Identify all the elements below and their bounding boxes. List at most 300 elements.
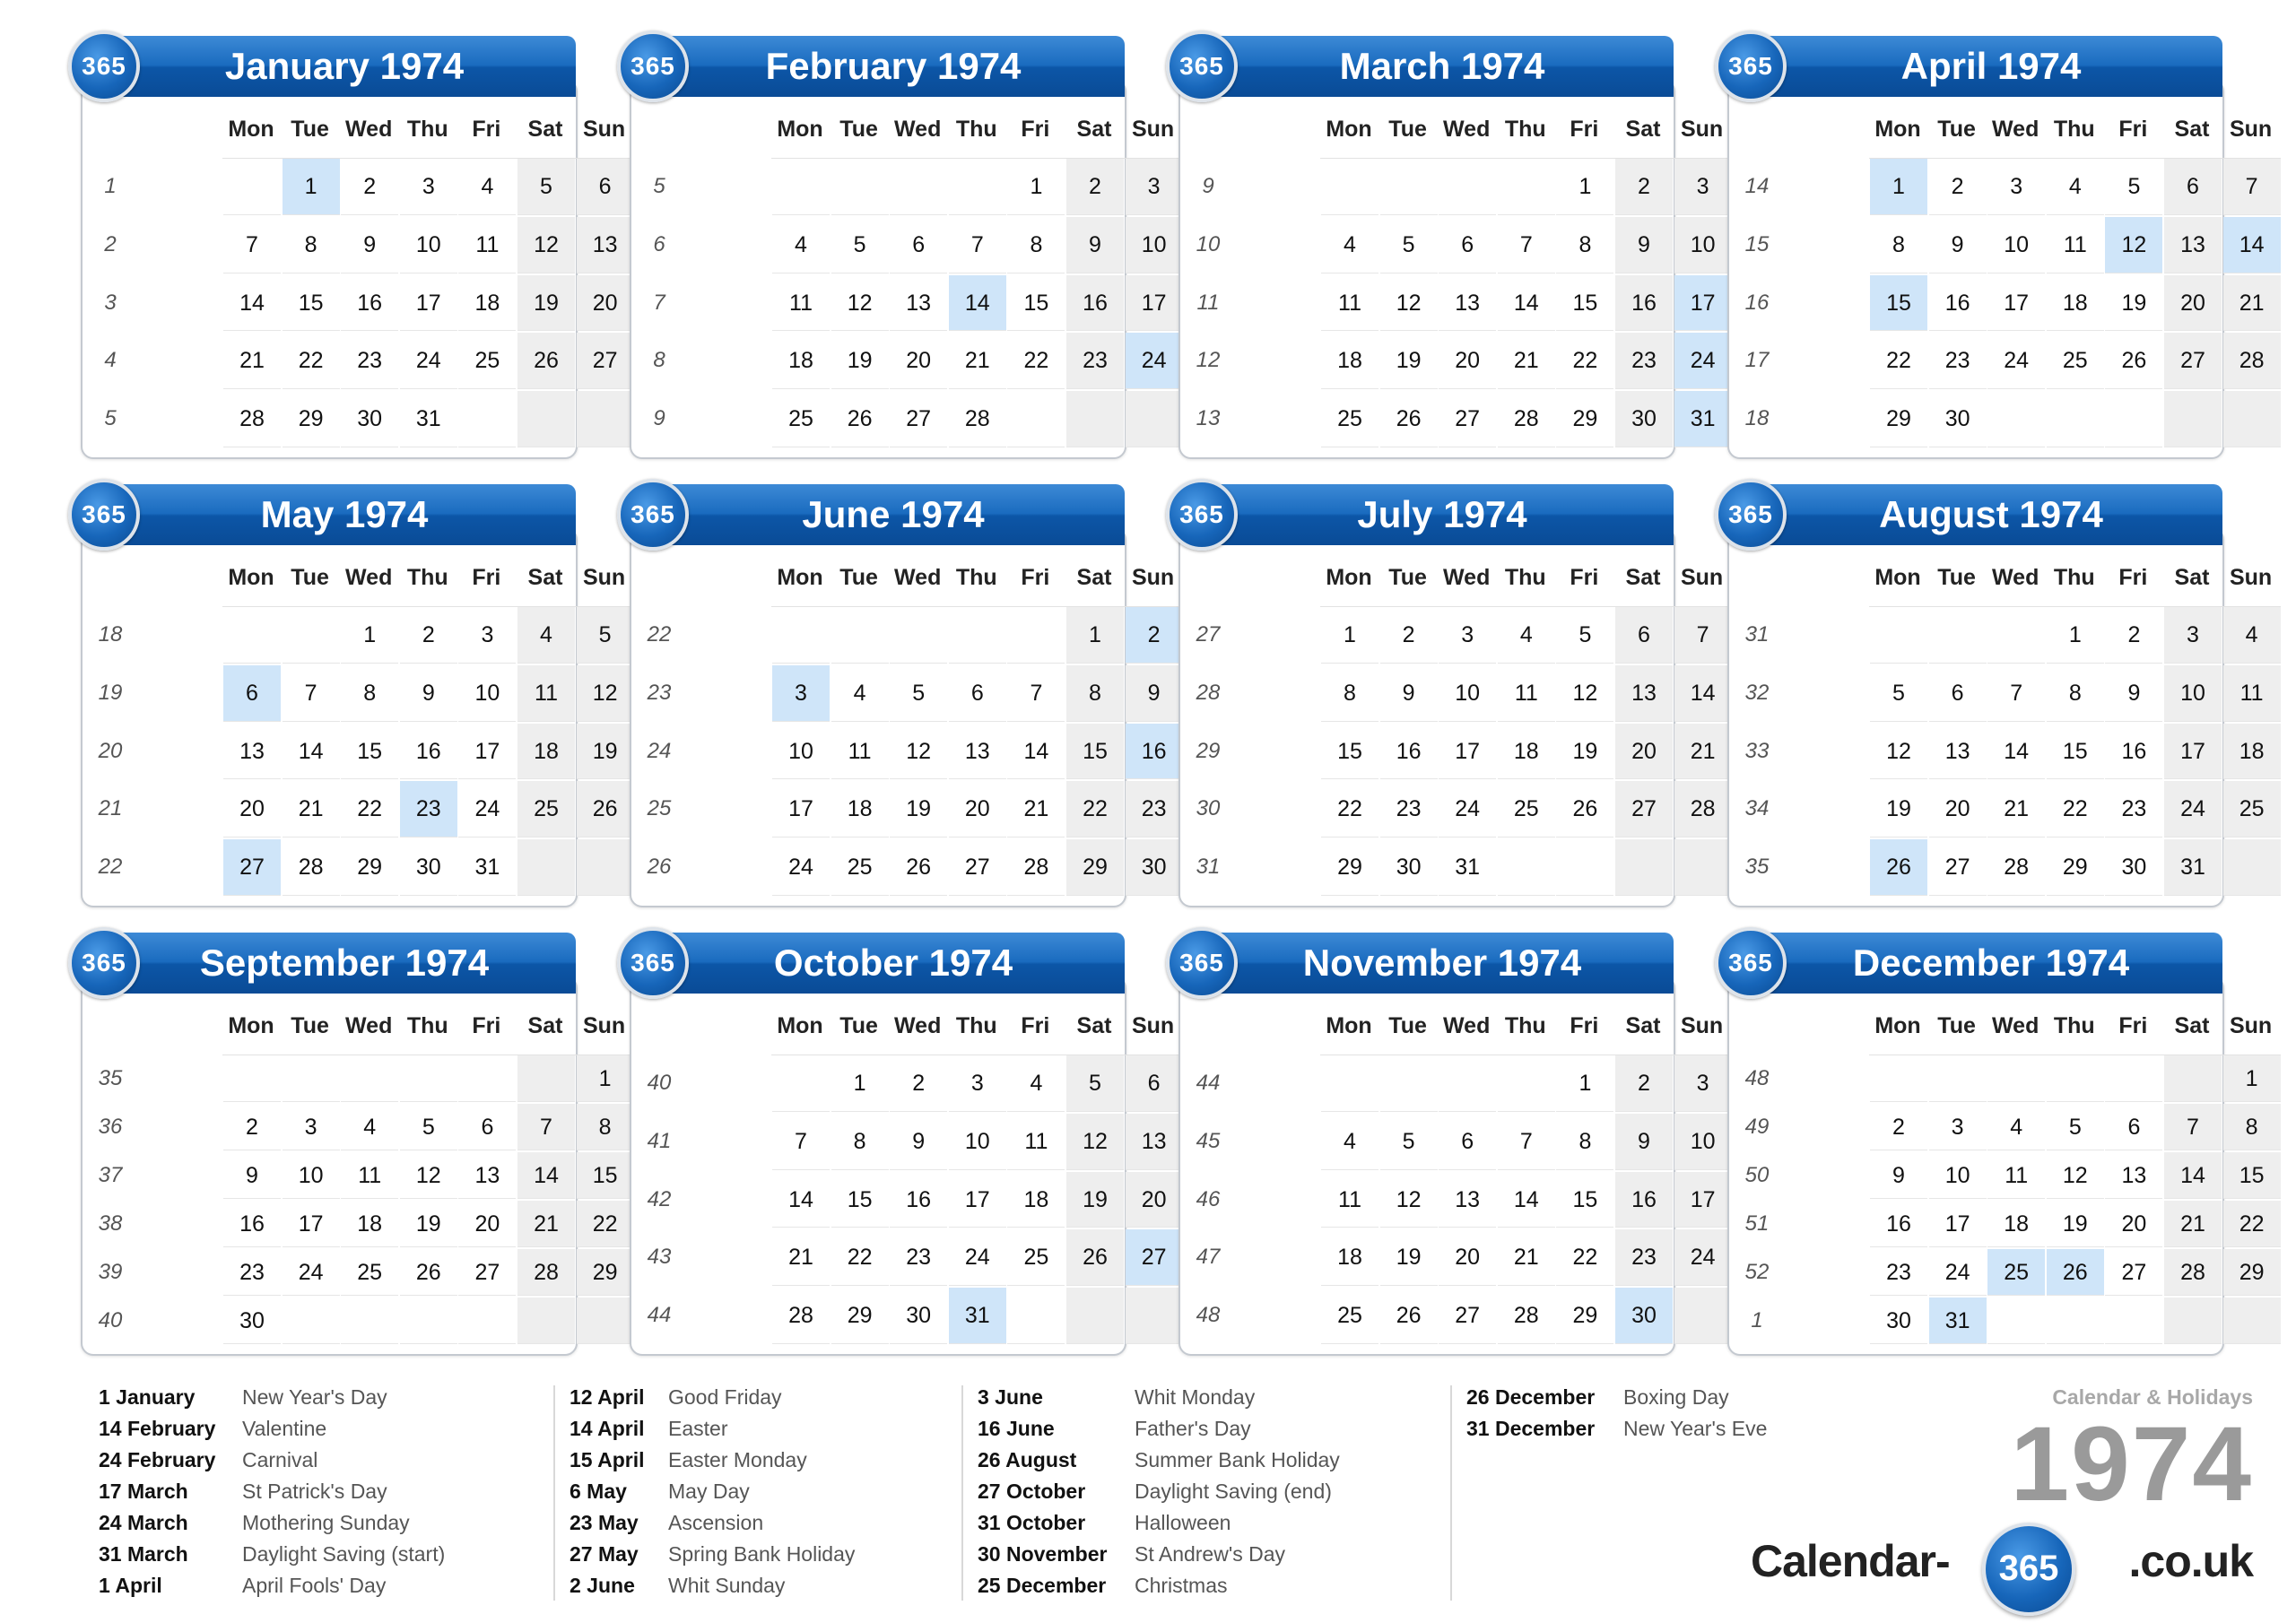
week-number: 6 xyxy=(653,231,665,256)
month-title: October 1974 xyxy=(653,933,1125,994)
week-number: 46 xyxy=(1196,1186,1221,1211)
day-cell: 27 xyxy=(223,839,281,896)
day-cell: 13 xyxy=(2105,1152,2162,1199)
day-cell: 5 xyxy=(577,607,634,664)
day-cell: 3 xyxy=(400,159,457,215)
day-cell: 1 xyxy=(831,1055,889,1112)
day-cell: 27 xyxy=(949,839,1006,896)
day-cell: 3 xyxy=(283,1104,340,1150)
empty-day-cell xyxy=(1498,159,1555,215)
day-cell: 11 xyxy=(1321,275,1378,332)
week-number: 48 xyxy=(1196,1303,1221,1328)
day-cell: 20 xyxy=(223,781,281,838)
weekday-header: Sat xyxy=(2174,117,2210,142)
day-cell: 16 xyxy=(1066,275,1124,332)
empty-day-cell xyxy=(772,607,830,664)
day-cell: 16 xyxy=(1929,275,1987,332)
empty-day-cell xyxy=(1870,1055,1927,1102)
weekday-header: Fri xyxy=(1021,1013,1050,1038)
empty-day-cell xyxy=(341,1055,398,1102)
week-number: 5 xyxy=(104,406,117,431)
day-cell: 20 xyxy=(1439,1229,1496,1286)
day-cell: 28 xyxy=(2164,1249,2222,1296)
weekday-header: Sat xyxy=(1625,117,1661,142)
day-cell: 28 xyxy=(283,839,340,896)
holiday-name: April Fools' Day xyxy=(242,1574,387,1597)
day-cell: 12 xyxy=(890,724,947,780)
day-cell: 22 xyxy=(283,333,340,389)
day-cell: 9 xyxy=(1380,665,1438,722)
day-cell: 25 xyxy=(2223,781,2281,838)
day-cell: 18 xyxy=(1007,1172,1065,1228)
day-cell: 2 xyxy=(1870,1104,1927,1150)
day-cell: 28 xyxy=(1987,839,2045,896)
weekday-header: Thu xyxy=(1504,117,1546,142)
day-cell: 27 xyxy=(2105,1249,2162,1296)
day-cell: 15 xyxy=(1870,275,1927,332)
empty-day-cell xyxy=(2164,391,2222,447)
day-cell: 9 xyxy=(1066,217,1124,273)
month-card xyxy=(68,933,626,1357)
empty-day-cell xyxy=(2105,1055,2162,1102)
day-cell: 19 xyxy=(517,275,575,332)
day-cell: 21 xyxy=(772,1229,830,1286)
day-cell: 2 xyxy=(341,159,398,215)
day-cell: 12 xyxy=(400,1152,457,1199)
day-cell: 11 xyxy=(1321,1172,1378,1228)
day-cell: 13 xyxy=(577,217,634,273)
day-cell: 5 xyxy=(1380,1114,1438,1170)
day-cell: 21 xyxy=(1987,781,2045,838)
week-number: 41 xyxy=(647,1128,672,1153)
empty-day-cell xyxy=(1007,607,1065,664)
day-cell: 8 xyxy=(283,217,340,273)
holiday-name: St Andrew's Day xyxy=(1135,1542,1286,1566)
week-number: 30 xyxy=(1196,796,1221,821)
empty-day-cell xyxy=(223,607,281,664)
day-cell: 23 xyxy=(1870,1249,1927,1296)
day-cell: 5 xyxy=(2047,1104,2104,1150)
day-cell: 16 xyxy=(341,275,398,332)
month-title: June 1974 xyxy=(653,484,1125,545)
week-number: 4 xyxy=(104,348,117,373)
weekday-header: Wed xyxy=(894,1013,942,1038)
day-cell: 28 xyxy=(1674,781,1732,838)
day-cell: 11 xyxy=(2223,665,2281,722)
day-cell: 2 xyxy=(1615,1055,1673,1112)
month-title: February 1974 xyxy=(653,36,1125,97)
day-cell: 15 xyxy=(2047,724,2104,780)
brand-subtitle: Calendar & Holidays xyxy=(2052,1385,2253,1409)
holiday-row xyxy=(99,1574,520,1605)
day-cell: 11 xyxy=(2047,217,2104,273)
week-number: 7 xyxy=(653,290,665,315)
weekday-header: Thu xyxy=(1504,565,1546,590)
day-cell: 22 xyxy=(2047,781,2104,838)
day-cell: 24 xyxy=(458,781,516,838)
day-cell: 17 xyxy=(458,724,516,780)
holiday-name: Valentine xyxy=(242,1417,327,1440)
day-cell: 31 xyxy=(400,391,457,447)
week-number: 1 xyxy=(104,174,117,198)
day-cell: 14 xyxy=(2164,1152,2222,1199)
day-cell: 25 xyxy=(831,839,889,896)
day-cell: 26 xyxy=(831,391,889,447)
holiday-name: Summer Bank Holiday xyxy=(1135,1448,1340,1471)
month-card xyxy=(68,484,626,908)
day-cell: 6 xyxy=(577,159,634,215)
weekday-header: Fri xyxy=(1021,565,1050,590)
day-cell: 15 xyxy=(1321,724,1378,780)
weekday-header: Sat xyxy=(527,117,563,142)
day-cell: 6 xyxy=(2164,159,2222,215)
weekday-header: Mon xyxy=(228,1013,274,1038)
holiday-row xyxy=(978,1417,1399,1448)
weekday-header: Sun xyxy=(582,117,626,142)
week-number: 25 xyxy=(647,796,672,821)
day-cell: 21 xyxy=(1007,781,1065,838)
day-cell: 19 xyxy=(577,724,634,780)
day-cell: 23 xyxy=(1929,333,1987,389)
weekday-header: Wed xyxy=(345,117,393,142)
day-cell: 20 xyxy=(1929,781,1987,838)
weekday-header: Mon xyxy=(777,565,823,590)
day-cell: 27 xyxy=(458,1249,516,1296)
day-cell: 21 xyxy=(949,333,1006,389)
day-cell: 10 xyxy=(949,1114,1006,1170)
month-title: August 1974 xyxy=(1751,484,2222,545)
holiday-name: Easter xyxy=(668,1417,728,1440)
day-cell: 24 xyxy=(1674,1229,1732,1286)
badge-365-icon: 365 xyxy=(1715,927,1787,999)
empty-day-cell xyxy=(400,1055,457,1102)
day-cell: 8 xyxy=(2223,1104,2281,1150)
holiday-date: 26 August xyxy=(978,1448,1077,1471)
day-cell: 30 xyxy=(1380,839,1438,896)
day-cell: 26 xyxy=(1556,781,1613,838)
weekday-header: Wed xyxy=(894,117,942,142)
day-cell: 1 xyxy=(1007,159,1065,215)
holiday-column xyxy=(570,1385,991,1605)
day-cell: 21 xyxy=(1498,1229,1555,1286)
day-cell: 5 xyxy=(1870,665,1927,722)
day-cell: 19 xyxy=(831,333,889,389)
day-cell: 4 xyxy=(341,1104,398,1150)
column-divider xyxy=(961,1385,963,1601)
empty-day-cell xyxy=(223,1055,281,1102)
day-cell: 10 xyxy=(283,1152,340,1199)
week-number: 11 xyxy=(1196,290,1220,315)
day-cell: 19 xyxy=(1066,1172,1124,1228)
week-number: 2 xyxy=(104,231,117,256)
day-cell: 18 xyxy=(341,1201,398,1247)
day-cell: 9 xyxy=(1929,217,1987,273)
day-cell: 5 xyxy=(890,665,947,722)
day-cell: 18 xyxy=(1321,1229,1378,1286)
day-cell: 25 xyxy=(1321,1288,1378,1344)
day-cell: 3 xyxy=(2164,607,2222,664)
month-card xyxy=(1166,484,1724,908)
badge-365-icon: 365 xyxy=(617,479,689,551)
holiday-date: 27 October xyxy=(978,1480,1086,1503)
empty-day-cell xyxy=(1498,1055,1555,1112)
day-cell: 11 xyxy=(517,665,575,722)
week-number: 38 xyxy=(98,1211,123,1236)
week-number: 8 xyxy=(653,348,665,373)
weekday-header: Thu xyxy=(406,1013,448,1038)
logo-text-left: Calendar- xyxy=(1751,1536,1950,1586)
brand-year: 1974 xyxy=(2010,1405,2253,1523)
day-cell: 30 xyxy=(1615,1288,1673,1344)
weekday-header: Mon xyxy=(777,1013,823,1038)
day-cell: 8 xyxy=(1321,665,1378,722)
day-cell: 25 xyxy=(1321,391,1378,447)
day-cell: 4 xyxy=(1007,1055,1065,1112)
weekday-header: Tue xyxy=(1937,1013,1976,1038)
holiday-date: 14 April xyxy=(570,1417,645,1440)
weekday-header: Fri xyxy=(472,117,501,142)
day-cell: 19 xyxy=(400,1201,457,1247)
month-card xyxy=(1166,36,1724,460)
day-cell: 26 xyxy=(400,1249,457,1296)
day-cell: 7 xyxy=(283,665,340,722)
day-cell: 1 xyxy=(2223,1055,2281,1102)
day-cell: 14 xyxy=(517,1152,575,1199)
day-cell: 30 xyxy=(2105,839,2162,896)
week-number: 31 xyxy=(1196,855,1221,880)
holiday-row xyxy=(570,1542,991,1574)
empty-day-cell xyxy=(1929,1055,1987,1102)
day-cell: 21 xyxy=(2223,275,2281,332)
badge-365-icon: 365 xyxy=(617,927,689,999)
holiday-date: 31 March xyxy=(99,1542,188,1566)
day-cell: 29 xyxy=(1556,391,1613,447)
day-cell: 4 xyxy=(1321,217,1378,273)
day-cell: 6 xyxy=(1126,1055,1183,1112)
week-number: 47 xyxy=(1196,1245,1221,1270)
day-cell: 7 xyxy=(1674,607,1732,664)
day-cell: 5 xyxy=(1066,1055,1124,1112)
weekday-header: Fri xyxy=(472,1013,501,1038)
week-number: 28 xyxy=(1196,680,1221,705)
week-number: 44 xyxy=(647,1303,672,1328)
day-cell: 6 xyxy=(1439,217,1496,273)
holiday-name: Christmas xyxy=(1135,1574,1228,1597)
empty-day-cell xyxy=(890,607,947,664)
day-cell: 16 xyxy=(223,1201,281,1247)
empty-day-cell xyxy=(1615,839,1673,896)
month-card xyxy=(1166,933,1724,1357)
holiday-name: Daylight Saving (start) xyxy=(242,1542,446,1566)
day-cell: 7 xyxy=(949,217,1006,273)
day-cell: 1 xyxy=(1066,607,1124,664)
month-card xyxy=(1715,484,2273,908)
week-number: 9 xyxy=(1202,174,1214,198)
weekday-header: Wed xyxy=(1992,1013,2039,1038)
badge-365-icon: 365 xyxy=(1166,479,1238,551)
weekday-header: Sat xyxy=(1625,565,1661,590)
day-cell: 27 xyxy=(1439,391,1496,447)
day-cell: 31 xyxy=(458,839,516,896)
holiday-column xyxy=(99,1385,520,1605)
empty-day-cell xyxy=(283,1298,340,1344)
holiday-date: 15 April xyxy=(570,1448,645,1471)
day-cell: 9 xyxy=(1870,1152,1927,1199)
day-cell: 13 xyxy=(1126,1114,1183,1170)
weekday-header: Wed xyxy=(345,565,393,590)
badge-365-icon: 365 xyxy=(1166,30,1238,102)
day-cell: 21 xyxy=(1674,724,1732,780)
week-number: 52 xyxy=(1744,1260,1770,1284)
day-cell: 14 xyxy=(949,275,1006,332)
day-cell: 11 xyxy=(458,217,516,273)
holiday-date: 1 April xyxy=(99,1574,162,1597)
day-cell: 11 xyxy=(772,275,830,332)
day-cell: 14 xyxy=(1498,1172,1555,1228)
day-cell: 7 xyxy=(517,1104,575,1150)
week-number: 36 xyxy=(98,1115,123,1139)
weekday-header: Sun xyxy=(2229,1013,2273,1038)
day-cell: 18 xyxy=(2223,724,2281,780)
day-cell: 16 xyxy=(2105,724,2162,780)
weekday-header: Fri xyxy=(1570,117,1599,142)
day-cell: 10 xyxy=(2164,665,2222,722)
day-cell: 17 xyxy=(949,1172,1006,1228)
day-cell: 5 xyxy=(1556,607,1613,664)
day-cell: 23 xyxy=(223,1249,281,1296)
day-cell: 7 xyxy=(2164,1104,2222,1150)
holiday-date: 14 February xyxy=(99,1417,216,1440)
site-logo[interactable] xyxy=(1751,1524,2253,1596)
holiday-date: 16 June xyxy=(978,1417,1055,1440)
weekday-header: Sun xyxy=(582,565,626,590)
day-cell: 28 xyxy=(949,391,1006,447)
day-cell: 8 xyxy=(1870,217,1927,273)
day-cell: 5 xyxy=(831,217,889,273)
column-divider xyxy=(1450,1385,1452,1601)
empty-day-cell xyxy=(772,159,830,215)
weekday-header: Fri xyxy=(1570,1013,1599,1038)
holiday-row xyxy=(99,1417,520,1448)
day-cell: 21 xyxy=(223,333,281,389)
month-title: November 1974 xyxy=(1202,933,1674,994)
day-cell: 12 xyxy=(1380,1172,1438,1228)
holiday-row xyxy=(978,1448,1399,1480)
day-cell: 24 xyxy=(283,1249,340,1296)
empty-day-cell xyxy=(1929,607,1987,664)
day-cell: 18 xyxy=(1987,1201,2045,1247)
week-number: 42 xyxy=(647,1186,672,1211)
day-cell: 29 xyxy=(1870,391,1927,447)
day-cell: 13 xyxy=(2164,217,2222,273)
weekday-header: Thu xyxy=(955,117,997,142)
empty-day-cell xyxy=(341,1298,398,1344)
weekday-header: Wed xyxy=(1443,117,1491,142)
empty-day-cell xyxy=(1439,159,1496,215)
day-cell: 13 xyxy=(949,724,1006,780)
day-cell: 29 xyxy=(1066,839,1124,896)
day-cell: 20 xyxy=(1615,724,1673,780)
weekday-header: Tue xyxy=(1388,565,1427,590)
day-cell: 8 xyxy=(2047,665,2104,722)
holiday-name: Father's Day xyxy=(1135,1417,1251,1440)
month-title: July 1974 xyxy=(1202,484,1674,545)
empty-day-cell xyxy=(2047,1055,2104,1102)
holiday-date: 6 May xyxy=(570,1480,627,1503)
badge-365-icon: 365 xyxy=(68,30,140,102)
holiday-name: Whit Monday xyxy=(1135,1385,1256,1409)
day-cell: 23 xyxy=(400,781,457,838)
day-cell: 10 xyxy=(458,665,516,722)
month-card xyxy=(617,36,1175,460)
day-cell: 21 xyxy=(2164,1201,2222,1247)
day-cell: 9 xyxy=(2105,665,2162,722)
empty-day-cell xyxy=(1987,607,2045,664)
weekday-header: Sun xyxy=(1680,1013,1724,1038)
badge-365-icon: 365 xyxy=(1166,927,1238,999)
day-cell: 28 xyxy=(1007,839,1065,896)
empty-day-cell xyxy=(890,159,947,215)
day-cell: 25 xyxy=(458,333,516,389)
empty-day-cell xyxy=(1321,1055,1378,1112)
day-cell: 28 xyxy=(223,391,281,447)
day-cell: 1 xyxy=(1556,159,1613,215)
empty-day-cell xyxy=(1987,1298,2045,1344)
day-cell: 3 xyxy=(458,607,516,664)
day-cell: 29 xyxy=(1556,1288,1613,1344)
holiday-date: 25 December xyxy=(978,1574,1107,1597)
day-cell: 24 xyxy=(1987,333,2045,389)
day-cell: 12 xyxy=(1066,1114,1124,1170)
day-cell: 20 xyxy=(1126,1172,1183,1228)
empty-day-cell xyxy=(2164,1055,2222,1102)
day-cell: 16 xyxy=(890,1172,947,1228)
day-cell: 2 xyxy=(223,1104,281,1150)
holiday-row xyxy=(570,1574,991,1605)
day-cell: 5 xyxy=(400,1104,457,1150)
logo-text-right: .co.uk xyxy=(2128,1536,2253,1586)
weekday-header: Wed xyxy=(1443,1013,1491,1038)
day-cell: 21 xyxy=(1498,333,1555,389)
day-cell: 9 xyxy=(400,665,457,722)
day-cell: 14 xyxy=(1987,724,2045,780)
week-number: 14 xyxy=(1744,174,1770,198)
empty-day-cell xyxy=(2223,839,2281,896)
weekday-header: Mon xyxy=(1874,565,1921,590)
day-cell: 26 xyxy=(1380,1288,1438,1344)
weekday-header: Tue xyxy=(1388,1013,1427,1038)
badge-365-icon: 365 xyxy=(1715,30,1787,102)
week-number: 48 xyxy=(1744,1066,1770,1090)
empty-day-cell xyxy=(517,1298,575,1344)
day-cell: 17 xyxy=(772,781,830,838)
day-cell: 15 xyxy=(577,1152,634,1199)
weekday-header: Tue xyxy=(839,1013,878,1038)
day-cell: 29 xyxy=(1321,839,1378,896)
weekday-header: Mon xyxy=(777,117,823,142)
day-cell: 6 xyxy=(1439,1114,1496,1170)
weekday-header: Thu xyxy=(1504,1013,1546,1038)
day-cell: 26 xyxy=(577,781,634,838)
weekday-header: Sun xyxy=(2229,565,2273,590)
weekday-header: Sat xyxy=(2174,1013,2210,1038)
day-cell: 21 xyxy=(283,781,340,838)
day-cell: 17 xyxy=(1929,1201,1987,1247)
day-cell: 11 xyxy=(341,1152,398,1199)
day-cell: 22 xyxy=(1870,333,1927,389)
week-number: 5 xyxy=(653,174,665,198)
day-cell: 24 xyxy=(2164,781,2222,838)
